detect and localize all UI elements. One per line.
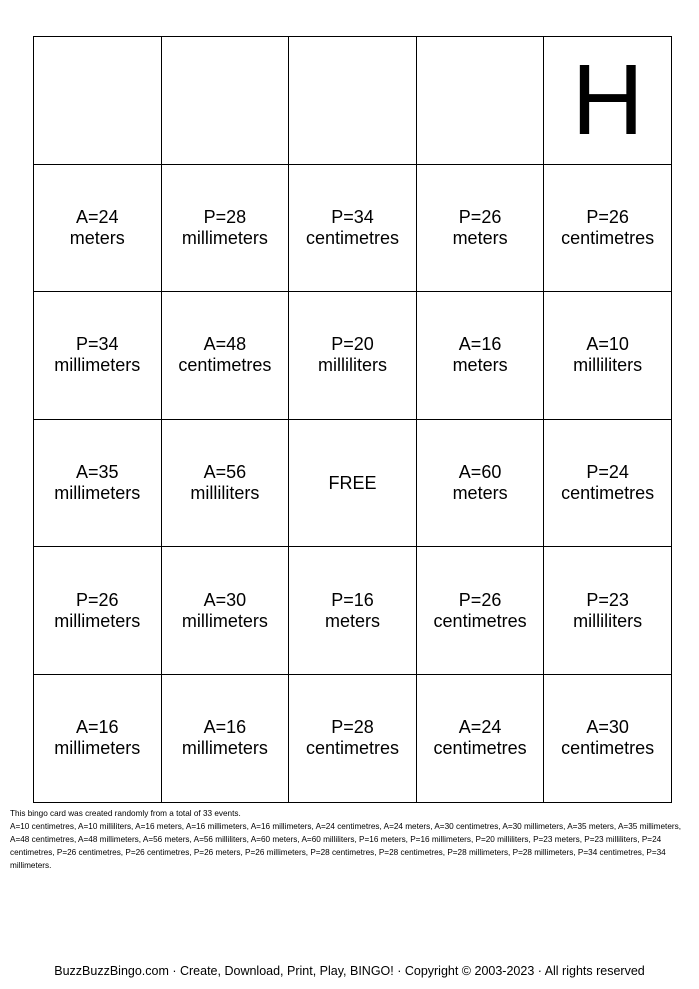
bingo-cell	[289, 547, 417, 675]
header-letter: H	[571, 44, 644, 157]
bingo-cell	[161, 292, 289, 420]
bingo-cell	[544, 292, 672, 420]
bingo-card	[33, 36, 672, 803]
bingo-cell	[34, 419, 162, 547]
bingo-cell	[34, 292, 162, 420]
cell-text: P=24 centimetres	[561, 462, 655, 504]
bingo-cell	[416, 292, 544, 420]
bingo-cell	[289, 674, 417, 802]
footer-copyright: BuzzBuzzBingo.com · Create, Download, Print, Play, BINGO! · Copyright © 2003-2023 · All rights reserved	[54, 964, 645, 978]
cell-text: P=23 milliliters	[573, 589, 643, 631]
cell-text: P=28 millimeters	[181, 206, 268, 248]
bingo-cell	[416, 547, 544, 675]
cell-text: A=56 milliliters	[190, 462, 260, 504]
bingo-cell	[416, 674, 544, 802]
cell-text: A=16 millimeters	[181, 717, 268, 759]
bingo-cell	[289, 292, 417, 420]
bingo-cell	[416, 419, 544, 547]
cell-text: A=16 millimeters	[54, 717, 141, 759]
free-space-text: FREE	[328, 472, 377, 493]
bingo-cell	[161, 674, 289, 802]
header-row	[34, 37, 672, 165]
card-row	[34, 547, 672, 675]
event-info	[10, 807, 685, 872]
cell-text: P=34 millimeters	[54, 334, 141, 376]
cell-text: P=16 meters	[324, 589, 380, 631]
bingo-cell	[544, 164, 672, 292]
cell-text: P=26 centimetres	[433, 589, 527, 631]
bingo-cell	[34, 674, 162, 802]
header-cell	[161, 37, 289, 165]
cell-text: P=20 milliliters	[317, 334, 387, 376]
card-row	[34, 674, 672, 802]
header-cell	[416, 37, 544, 165]
cell-text: A=35 millimeters	[54, 462, 141, 504]
event-list-text: A=10 centimetres, A=10 milliliters, A=16 meters, A=16 millimeters, A=16 millimeters, A=24 centimetres, A=24 meters, A=30 centimetres, A=30 millimeters, A=35 meters, A=35 millimeters, A=48 centimetres, A=48 millimeters, A=56 meters, A=56 milliliters, A=60 meters, A=60 milliliters, P=16 meters, P=16 millimeters, P=20 milliliters, P=23 meters, P=23 milliliters, P=24 centimetres, P=26 centimetres, P=26 centimetres, P=26 meters, P=26 millimeters, P=28 centimetres, P=28 centimetres, P=28 millimeters, P=28 millimeters, P=34 centimetres, P=34 millimeters.	[10, 822, 681, 870]
cell-text: P=26 centimetres	[561, 206, 655, 248]
cell-text: A=30 millimeters	[181, 589, 268, 631]
cell-text: P=26 millimeters	[54, 589, 141, 631]
bingo-cell	[289, 164, 417, 292]
cell-text: P=26 meters	[452, 206, 508, 248]
card-row	[34, 292, 672, 420]
bingo-cell	[416, 164, 544, 292]
cell-text: A=16 meters	[452, 334, 508, 376]
card-row	[34, 419, 672, 547]
card-row	[34, 164, 672, 292]
bingo-cell	[161, 547, 289, 675]
event-count-text: This bingo card was created randomly from a total of 33 events.	[10, 809, 241, 818]
cell-text: P=34 centimetres	[305, 206, 399, 248]
bingo-cell	[544, 547, 672, 675]
cell-text: A=60 meters	[452, 462, 508, 504]
header-cell	[34, 37, 162, 165]
cell-text: A=48 centimetres	[178, 334, 272, 376]
bingo-cell	[34, 547, 162, 675]
header-cell	[544, 37, 672, 165]
bingo-cell	[544, 419, 672, 547]
cell-text: A=24 meters	[69, 206, 125, 248]
bingo-cell	[34, 164, 162, 292]
cell-text: A=24 centimetres	[433, 717, 527, 759]
cell-text: A=30 centimetres	[561, 717, 655, 759]
bingo-cell	[161, 419, 289, 547]
cell-text: P=28 centimetres	[305, 717, 399, 759]
bingo-cell	[161, 164, 289, 292]
free-space-cell	[289, 419, 417, 547]
header-cell	[289, 37, 417, 165]
bingo-cell	[544, 674, 672, 802]
cell-text: A=10 milliliters	[573, 334, 643, 376]
